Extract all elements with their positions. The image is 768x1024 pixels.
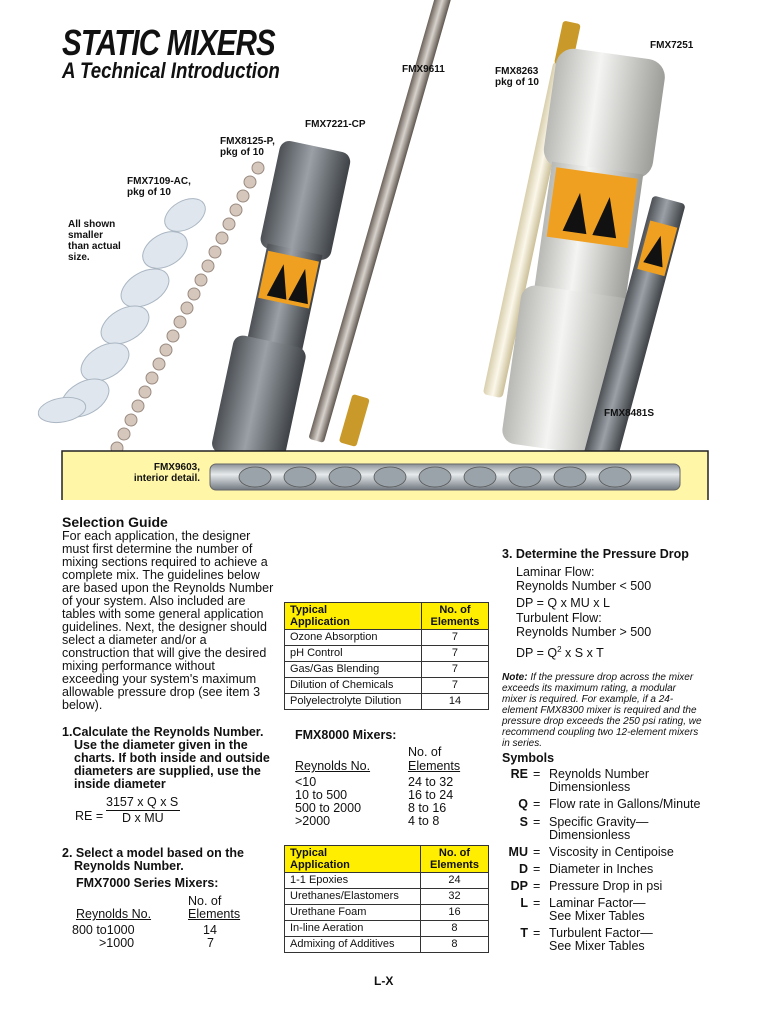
table-row	[285, 905, 489, 921]
step-2-text: 2. Select a model based on the Reynolds Number.	[62, 846, 245, 873]
laminar-label: Laminar Flow:	[516, 565, 595, 579]
table-cell: 7	[421, 646, 488, 662]
applications-table-2	[284, 845, 489, 953]
table-cell: 7	[421, 630, 488, 646]
selection-guide-heading: Selection Guide	[62, 514, 168, 530]
table-cell: 14	[421, 694, 488, 710]
fmx8000-title: FMX8000 Mixers:	[295, 728, 397, 742]
selection-guide-intro: For each application, the designer must first determine the number of mixing sections required to achieve a complete mix. The guidelines below are based upon the Reynolds Number of your system. Also included are tables with some general application guidelines. Next, the designer should select a diameter and/or a construction that will give the desired mixing performance without exceeding your system's maximum allowable pressure drop (see item 3 below).	[62, 529, 274, 712]
fmx7000-row-re: 800 to1000	[72, 923, 135, 937]
table-cell: 16	[420, 905, 488, 921]
label-fmx9611: FMX9611	[402, 64, 445, 75]
table-row	[285, 694, 489, 710]
fmx7000-col2a: No. of	[188, 894, 222, 908]
label-fmx8125p: FMX8125-P, pkg of 10	[220, 136, 275, 158]
label-fmx8481s: FMX8481S	[604, 408, 655, 419]
table-cell: In-line Aeration	[285, 921, 421, 937]
page-number: L-X	[374, 974, 394, 988]
laminar-equation: DP = Q x MU x L	[516, 596, 610, 610]
table-cell: Urethanes/Elastomers	[285, 889, 421, 905]
turbulent-equation: DP = $Q^2$ x S x T	[516, 645, 604, 661]
table-cell: Urethane Foam	[285, 905, 421, 921]
table-cell: 8	[420, 921, 488, 937]
fmx8000-row-re: 10 to 500	[295, 788, 348, 802]
turbulent-reynolds: Reynolds Number > 500	[516, 625, 652, 639]
fmx7000-row-el: 7	[207, 936, 214, 950]
fmx7000-row-el: 14	[203, 923, 217, 937]
fmx8000-col2b: Elements	[408, 759, 461, 773]
table-header: Typical Application	[285, 846, 421, 873]
label-fmx8263: FMX8263 pkg of 10	[495, 66, 539, 88]
table-cell: 8	[420, 937, 488, 953]
table-header: No. of Elements	[421, 603, 488, 630]
label-fmx7251: FMX7251	[650, 40, 694, 51]
laminar-reynolds: Reynolds Number < 500	[516, 579, 652, 593]
table-header: Typical Application	[285, 603, 422, 630]
table-row	[285, 937, 489, 953]
table-cell: 24	[420, 873, 488, 889]
fmx8000-col2a: No. of	[408, 745, 442, 759]
table-cell: 32	[420, 889, 488, 905]
label-fmx7109ac: FMX7109-AC, pkg of 10	[127, 176, 191, 198]
fmx8000-row-el: 4 to 8	[408, 814, 440, 828]
formula-denominator: D x MU	[122, 811, 164, 825]
table-cell: 7	[421, 662, 488, 678]
table-row	[285, 646, 489, 662]
table-cell: Dilution of Chemicals	[285, 678, 422, 694]
table-row	[285, 630, 489, 646]
pressure-drop-note: Note: If the pressure drop across the mixer exceeds its maximum rating, a modular mixer is required. For example, if a 24-element FMX8300 mixer is required and the pressure drop exceeds the 250 psi rating, we recommend coupling two 12-element mixers in series.	[502, 672, 702, 749]
fmx8000-col1: Reynolds No.	[295, 759, 371, 773]
applications-table-1	[284, 602, 489, 710]
formula-lhs: RE =	[75, 809, 104, 823]
table-cell: Ozone Absorption	[285, 630, 422, 646]
fmx7000-col2b: Elements	[188, 907, 241, 921]
fmx8000-row-re: <10	[295, 775, 317, 789]
symbols-heading: Symbols	[502, 751, 555, 765]
pressure-drop-heading: 3. Determine the Pressure Drop	[502, 547, 689, 561]
table-cell: pH Control	[285, 646, 422, 662]
table-row	[285, 921, 489, 937]
size-note: All shown smaller than actual size.	[68, 219, 121, 263]
label-fmx7221cp: FMX7221-CP	[305, 119, 366, 130]
table-row	[285, 662, 489, 678]
table-row	[285, 889, 489, 905]
table-cell: 1-1 Epoxies	[285, 873, 421, 889]
label-fmx9603: FMX9603, interior detail.	[133, 462, 200, 484]
turbulent-label: Turbulent Flow:	[516, 611, 602, 625]
fmx8000-row-el: 16 to 24	[408, 788, 454, 802]
fmx8000-row-re: 500 to 2000	[295, 801, 362, 815]
page-subtitle: A Technical Introduction	[62, 58, 280, 83]
table-cell: Polyelectrolyte Dilution	[285, 694, 422, 710]
page-title: STATIC MIXERS	[62, 22, 275, 63]
table-cell: Admixing of Additives	[285, 937, 421, 953]
fmx7000-title: FMX7000 Series Mixers:	[76, 876, 219, 890]
fmx7000-row-re: >1000	[99, 936, 135, 950]
fmx8000-row-el: 24 to 32	[408, 775, 454, 789]
table-row	[285, 873, 489, 889]
step-1-text: 1.Calculate the Reynolds Number. Use the diameter given in the charts. If both inside and outside diameters are supplied, use the inside diameter	[62, 725, 270, 791]
fmx8000-row-el: 8 to 16	[408, 801, 447, 815]
brass-fitting	[339, 394, 370, 447]
fmx7000-col1: Reynolds No.	[76, 907, 152, 921]
fmx8000-row-re: >2000	[295, 814, 331, 828]
formula-numerator: 3157 x Q x S	[106, 795, 179, 809]
table-header: No. of Elements	[420, 846, 488, 873]
table-cell: Gas/Gas Blending	[285, 662, 422, 678]
table-cell: 7	[421, 678, 488, 694]
table-row	[285, 678, 489, 694]
